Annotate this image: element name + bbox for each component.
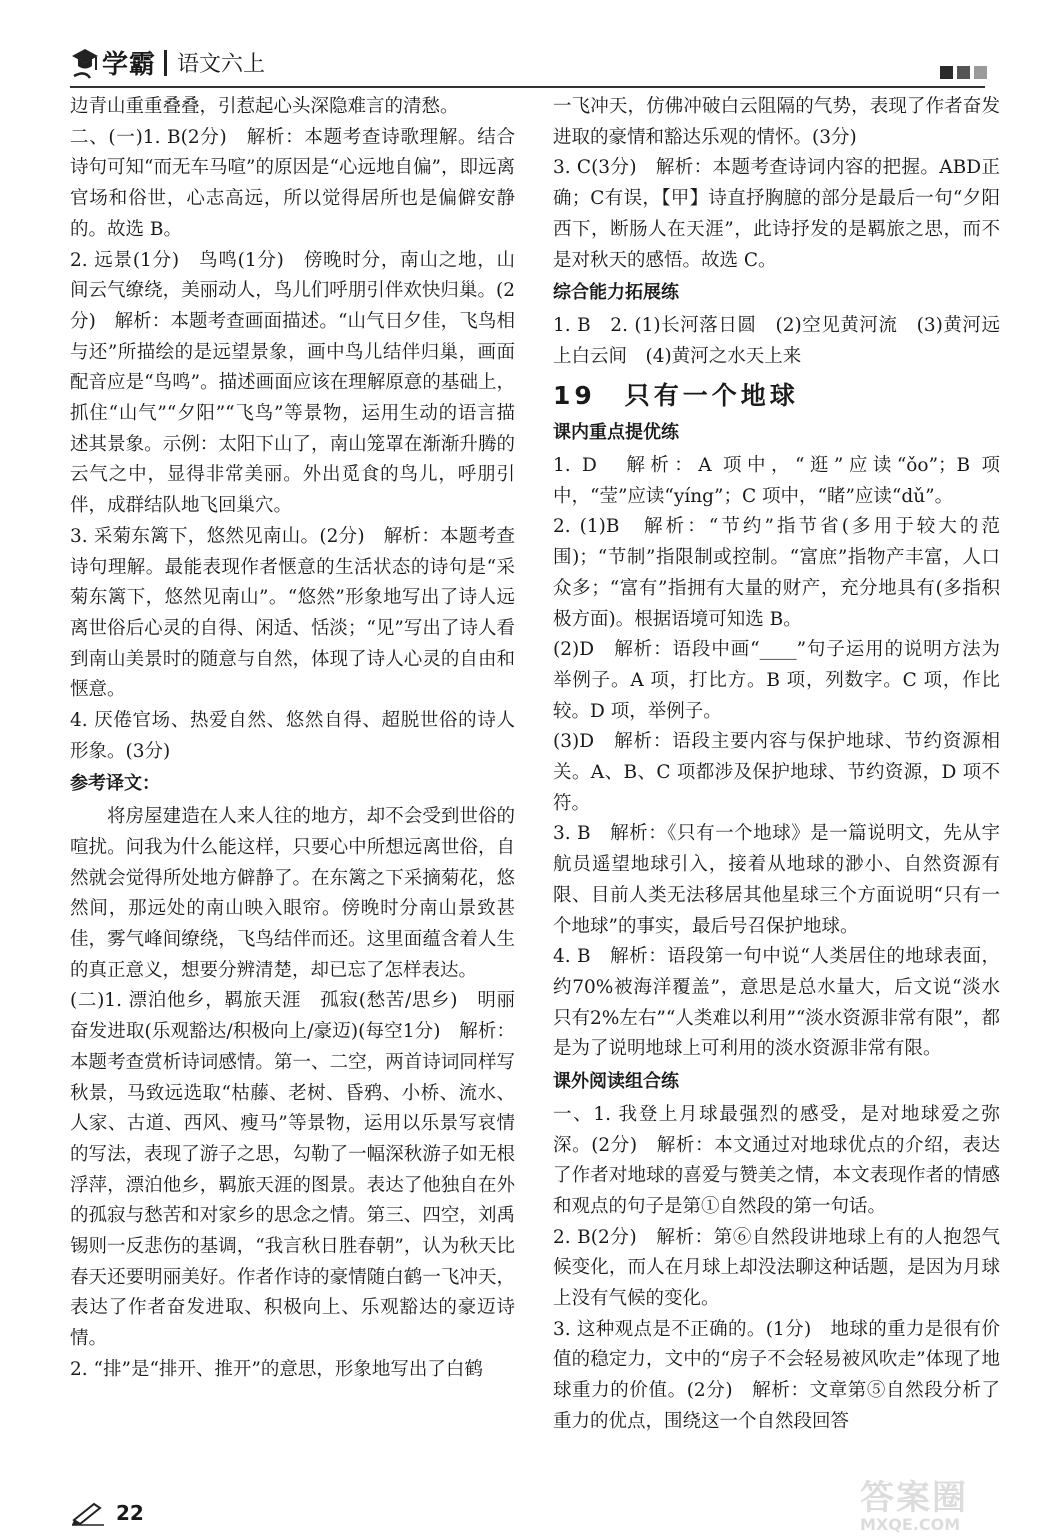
watermark-url: MXQE.COM [860, 1515, 961, 1534]
graduation-cap-icon [70, 46, 100, 80]
header-squares [940, 66, 987, 79]
book-subject: 语文六上 [177, 52, 266, 77]
answer-paragraph: 2. (1)B 解析：“节约”指节省(多用于较大的范围)；“节制”指限制或控制。“富庶”指物产丰富，人口众多；“富有”指拥有大量的财产，充分地具有(多指积极方面)。根据语境可知选 B。 [553, 516, 1000, 630]
header-rule [70, 86, 985, 88]
answer-paragraph: 一飞冲天，仿佛冲破白云阻隔的气势，表现了作者奋发进取的豪情和豁达乐观的情怀。(3分) [553, 96, 1000, 148]
answer-paragraph: 4. 厌倦官场、热爱自然、悠然自得、超脱世俗的诗人形象。(3分) [70, 710, 515, 762]
answer-paragraph: 4. B 解析：语段第一句中说“人类居住的地球表面，约70%被海洋覆盖”，意思是总水量大，后文说“淡水只有2%左右”“人类难以利用”“淡水资源非常有限”，都是为了说明地球上可利用的淡水资源非常有限。 [553, 946, 1000, 1060]
answer-paragraph: 2. “排”是“排开、推开”的意思，形象地写出了白鹤 [70, 1358, 483, 1380]
answer-paragraph: 1. D 解析：A 项中，“逛”应读“ǒo”；B 项中，“莹”应读“yíng”；C 项中，“睹”应读“dǔ”。 [553, 455, 1000, 507]
square-1 [940, 66, 953, 79]
answer-paragraph: 2. B(2分) 解析：第⑥自然段讲地球上有的人抱怨气候变化，而人在月球上却没法聊这种话题，是因为月球上没有气候的变化。 [553, 1226, 1000, 1310]
answer-paragraph: 3. B 解析：《只有一个地球》是一篇说明文，先从宇航员遥望地球引入，接着从地球的渺小、自然资源有限、目前人类无法移居其他星球三个方面说明“只有一个地球”的事实，最后号召保护地球。 [553, 823, 1000, 937]
square-2 [957, 66, 970, 79]
answer-paragraph: (2)D 解析：语段中画“____”句子运用的说明方法为举例子。A 项，打比方。B 项，列数字。C 项，作比较。D 项，举例子。 [553, 639, 1000, 722]
brand-name: 学霸 [102, 50, 157, 80]
answer-paragraph: 3. 这种观点是不正确的。(1分) 地球的重力是很有价值的稳定力，文中的“房子不会轻易被风吹走”体现了地球重力的价值。(2分) 解析：文章第⑤自然段分析了重力的优点，围绕这一个自然段回答 [553, 1318, 1000, 1432]
watermark-main: 答案圈 [860, 1478, 968, 1518]
answer-paragraph: 3. C(3分) 解析：本题考查诗词内容的把握。ABD正确；C有误，【甲】诗直抒胸臆的部分是最后一句“夕阳西下，断肠人在天涯”，此诗抒发的是羁旅之思，而不是对秋天的感悟。故选 C。 [553, 157, 1000, 271]
brand-divider [164, 50, 167, 76]
answer-paragraph: (二)1. 漂泊他乡，羁旅天涯 孤寂(愁苦/思乡) 明丽 奋发进取(乐观豁达/积极向上/豪迈)(每空1分) 解析：本题考查赏析诗词感情。第一、二空，两首诗词同样写秋景，马致远选取“枯藤、老树、昏鸦、小桥、流水、人家、古道、西风、瘦马”等景物，运用以乐景写哀情的写法，表现了游子之思，勾勒了一幅深秋游子如无根浮萍，漂泊他乡，羁旅天涯的图景。表达了他独自在外的孤寂与愁苦和对家乡的思念之情。第三、四空，刘禹锡则一反悲伤的基调，“我言秋日胜春朝”，认为秋天比春天还要明丽美好。作者作诗的豪情随白鹤一飞冲天，表达了作者奋发进取、积极向上、乐观豁达的豪迈诗情。 [70, 990, 534, 1350]
answer-paragraph: 1. B 2. (1)长河落日圆 (2)空见黄河流 (3)黄河远上白云间 (4)黄河之水天上来 [553, 314, 1000, 367]
answer-paragraph: 将房屋建造在人来人往的地方，却不会受到世俗的喧扰。问我为什么能这样，只要心中所想远离世俗，自然就会觉得所处地方僻静了。在东篱之下采摘菊花，悠然间，那远处的南山映入眼帘。傍晚时分南山景致甚佳，雾气峰间缭绕，飞鸟结伴而还。这里面蕴含着人生的真正意义，想要分辨清楚，却已忘了怎样表达。 [70, 806, 515, 981]
lesson-title: 19 只有一个地球 [553, 381, 799, 411]
book-logo [70, 44, 265, 81]
page-header [0, 0, 1043, 92]
right-column [553, 92, 1000, 1438]
section-heading: 综合能力拓展练 [553, 282, 679, 304]
page-number: 22 [116, 1501, 144, 1525]
answer-paragraph: 边青山重重叠叠，引惹起心头深隐难言的清愁。 [70, 96, 459, 117]
answer-paragraph: (3)D 解析：语段主要内容与保护地球、节约资源相关。A、B、C 项都涉及保护地球、节约资源，D 项不符。 [553, 731, 1000, 814]
section-heading: 参考译文： [70, 773, 160, 795]
pencil-icon [70, 1500, 110, 1526]
section-heading: 课外阅读组合练 [553, 1071, 679, 1093]
answer-paragraph: 一、1. 我登上月球最强烈的感受，是对地球爱之弥深。(2分) 解析：本文通过对地球优点的介绍，表达了作者对地球的喜爱与赞美之情，本文表现作者的情感和观点的句子是第①自然段的第一句话。 [553, 1103, 1000, 1217]
left-column [70, 92, 534, 1386]
section-heading: 课内重点提优练 [553, 422, 679, 444]
page-footer [70, 1500, 144, 1526]
answer-paragraph: 3. 采菊东篱下，悠然见南山。(2分) 解析：本题考查诗句理解。最能表现作者惬意的生活状态的诗句是“采菊东篱下，悠然见南山”。“悠然”形象地写出了诗人远离世俗后心灵的自得、闲适、恬淡；“见”写出了诗人看到南山美景时的随意与自然，体现了诗人心灵的自由和惬意。 [70, 525, 515, 701]
watermark-logo [860, 1470, 1020, 1534]
answer-paragraph: 2. 远景(1分) 鸟鸣(1分) 傍晚时分，南山之地，山间云气缭绕，美丽动人，鸟儿们呼朋引伴欢快归巢。(2分) 解析：本题考查画面描述。“山气日夕佳，飞鸟相与还”所描绘的是远望景象，画中鸟儿结伴归巢，画面配音应是“鸟鸣”。描述画面应该在理解原意的基础上，抓住“山气”“夕阳”“飞鸟”等景物，运用生动的语言描述其景象。示例：太阳下山了，南山笼罩在渐渐升腾的云气之中，显得非常美丽。外出觅食的鸟儿，呼朋引伴，成群结队地飞回巢穴。 [70, 249, 515, 517]
square-3 [974, 66, 987, 79]
answer-paragraph: 二、(一)1. B(2分) 解析：本题考查诗歌理解。结合诗句可知“而无车马喧”的原因是“心远地自偏”，即远离官场和俗世，心志高远，所以觉得居所也是偏僻安静的。故选 B。 [70, 126, 515, 240]
